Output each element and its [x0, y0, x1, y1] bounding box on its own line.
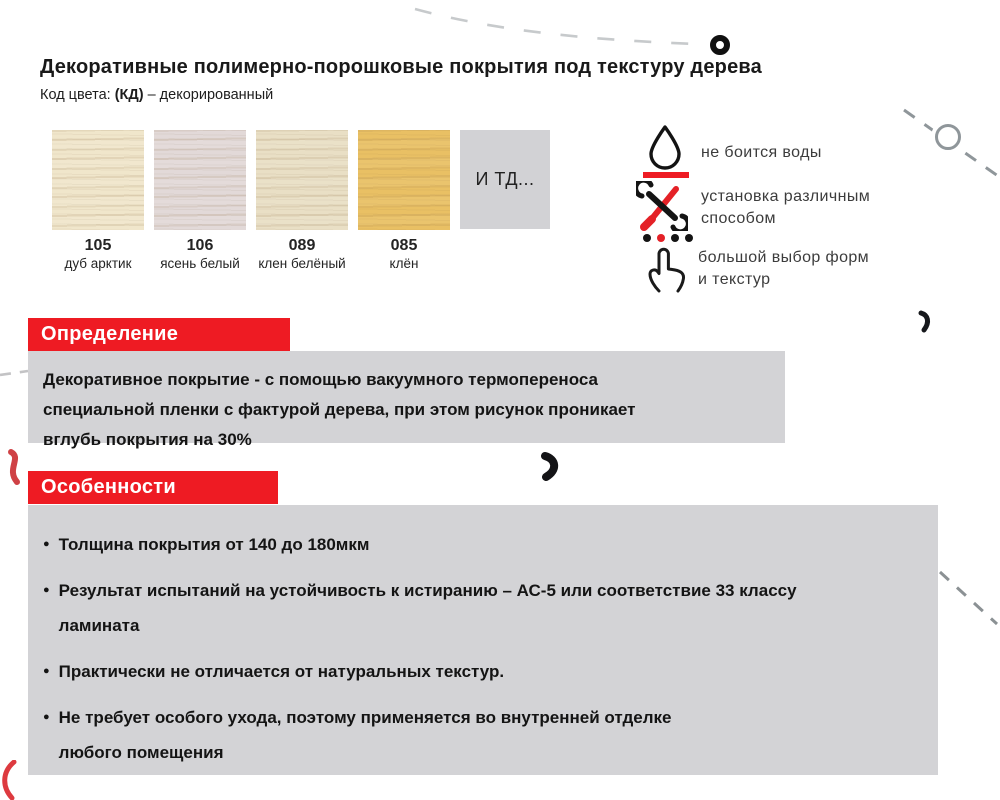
etc-box: И ТД... [460, 130, 550, 229]
definition-text: Декоративное покрытие - с помощью вакуумного термопереноса специальной пленки с фактурой дерева, при этом рисунок проникает вглубь покрытия на 30% [43, 370, 636, 449]
bullet-dot-icon: ● [43, 538, 50, 550]
benefit-label: большой выбор форм и текстур [698, 249, 870, 288]
swatch-code: 106 [186, 237, 214, 254]
bullet-dot-icon: ● [43, 665, 50, 677]
swatch-name: дуб арктик [64, 256, 132, 271]
dashed-line-circle-decoration [898, 104, 1000, 182]
wood-swatch-106 [154, 130, 246, 230]
swatch-code: 105 [84, 237, 112, 254]
crescent-decoration [538, 450, 564, 482]
water-drop-icon [646, 124, 684, 170]
swatch-name: ясень белый [160, 256, 240, 271]
swatch-cell [256, 130, 348, 271]
swatch-code: 089 [288, 237, 316, 254]
wood-swatch-105 [52, 130, 144, 230]
bottom-left-red-arc-decoration [0, 760, 18, 800]
definition-heading: Определение [28, 318, 290, 351]
benefit-label: не боится воды [701, 144, 822, 161]
swatch-cell [154, 130, 246, 271]
definition-panel [28, 351, 785, 449]
left-dashes-decoration [0, 364, 30, 382]
benefit-label: установка различным способом [701, 188, 871, 227]
bottom-right-dashes-decoration [935, 565, 1000, 630]
color-code-prefix: Код цвета: [40, 87, 115, 103]
red-squiggle-decoration [2, 447, 30, 489]
donut-dot-decoration [707, 32, 733, 58]
wood-swatch-089 [256, 130, 348, 230]
water-drop-underline [643, 172, 689, 178]
dashed-arc-decoration [405, 2, 705, 52]
tap-dots-icon [642, 233, 694, 243]
feature-bullet: ● Не требует особого ухода, поэтому применяется во внутренней отделке любого помещения [43, 700, 923, 770]
tap-hand-icon [644, 243, 690, 295]
features-panel [28, 505, 938, 775]
swatch-cell [358, 130, 450, 271]
swatch-row [52, 130, 550, 271]
feature-bullet: ● Практически не отличается от натуральных текстур. [43, 654, 923, 689]
color-code-line [40, 87, 273, 103]
color-code-suffix: – декорированный [143, 87, 274, 103]
swatch-code: 085 [390, 237, 418, 254]
wood-swatch-085 [358, 130, 450, 230]
feature-bullet: ● Толщина покрытия от 140 до 180мкм [43, 527, 923, 562]
bullet-dot-icon: ● [43, 584, 50, 596]
comma-decoration [914, 308, 936, 336]
wrench-screwdriver-icon [636, 181, 688, 231]
swatch-name: клен белёный [258, 256, 346, 271]
feature-bullet: ● Результат испытаний на устойчивость к истиранию – АС-5 или соответствие 33 классу ламината [43, 573, 923, 643]
swatch-name: клён [389, 256, 419, 271]
color-code-value: (КД) [114, 87, 144, 103]
bullet-dot-icon: ● [43, 711, 50, 723]
swatch-cell [460, 130, 550, 271]
swatch-cell [52, 130, 144, 271]
page-title: Декоративные полимерно-порошковые покрытия под текстуру дерева [40, 56, 762, 78]
features-heading: Особенности [28, 471, 278, 504]
